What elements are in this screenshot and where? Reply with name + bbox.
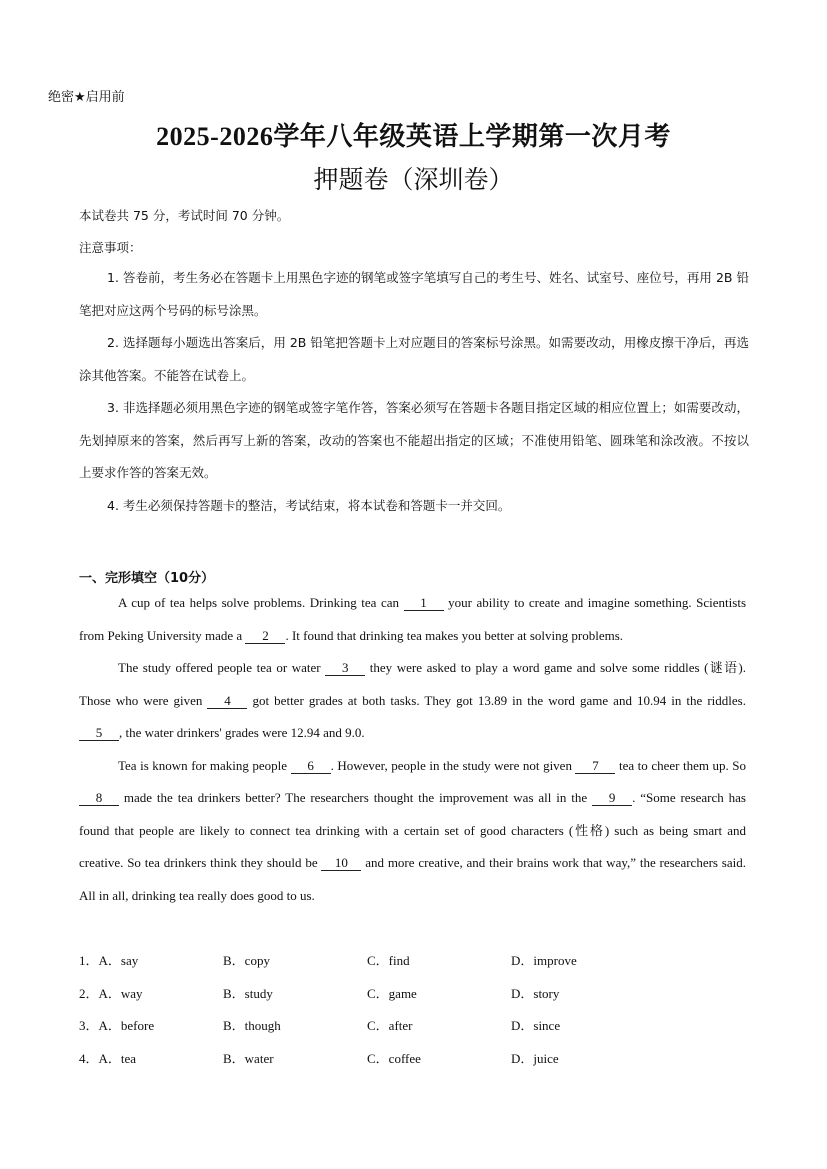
note-item: 2. 选择题每小题选出答案后，用 2B 铅笔把答题卡上对应题目的答案标号涂黑。如需要改动，用橡皮擦干净后，再选涂其他答案。不能答在试卷上。: [79, 335, 749, 383]
option-item: [79, 1043, 223, 1076]
answer-blank: 2: [245, 629, 285, 644]
option-item: [79, 945, 223, 978]
passage-text: . It found that drinking tea makes you better at solving problems.: [285, 627, 624, 643]
passage-text: Tea is known for making people: [118, 757, 291, 773]
option-label: A．say: [98, 953, 139, 968]
answer-blank: 1: [404, 596, 444, 611]
answer-blank: 10: [321, 856, 361, 871]
option-label: A．before: [98, 1018, 155, 1033]
answer-blank: 6: [291, 759, 331, 774]
answer-blank: 4: [207, 694, 247, 709]
option-item: [367, 945, 511, 978]
option-label: B．study: [223, 985, 273, 1001]
answer-blank: 7: [575, 759, 615, 774]
option-label: D．improve: [511, 953, 577, 968]
passage-paragraph: [79, 750, 746, 913]
passage-text: . However, people in the study were not given: [330, 757, 576, 773]
passage-text: your ability to create and imagine something. Scientists from Peking University made a: [79, 595, 746, 643]
option-item: [511, 1010, 655, 1043]
option-label: C．game: [367, 985, 417, 1001]
section-heading: 一、完形填空（10分）: [79, 571, 215, 586]
question-number: 1．: [79, 953, 99, 968]
exam-title: 2025-2026学年八年级英语上学期第一次月考: [156, 122, 671, 151]
option-label: D．since: [511, 1018, 561, 1033]
passage-text: tea to cheer them up. So: [615, 757, 746, 773]
option-item: [367, 978, 511, 1011]
option-label: C．coffee: [367, 1050, 421, 1066]
option-item: [367, 1043, 511, 1076]
passage-text: made the tea drinkers better? The researchers thought the improvement was all in the: [119, 790, 593, 805]
question-number: 4．: [79, 1050, 99, 1066]
option-item: [511, 945, 655, 978]
confidential-label: 绝密★启用前: [48, 90, 125, 105]
option-item: [223, 1010, 367, 1043]
option-item: [223, 945, 367, 978]
passage-text: A cup of tea helps solve problems. Drinking tea can: [118, 595, 404, 610]
exam-subtitle: 押题卷（深圳卷）: [313, 167, 514, 194]
question-row: [79, 978, 655, 1011]
option-item: [223, 978, 367, 1011]
passage-text: The study offered people tea or water: [118, 660, 326, 675]
answer-blank: 9: [592, 791, 632, 806]
option-item: [79, 1010, 223, 1043]
option-item: [511, 978, 655, 1011]
question-row: [79, 1043, 655, 1076]
passage-text: . “Some research has found that people are likely to connect tea drinking with a certain set of good characters (性格) such as being smart and creative. So tea drinkers think they should be: [79, 790, 746, 870]
answer-blank: 5: [79, 726, 119, 741]
option-item: [79, 978, 223, 1011]
option-label: B．copy: [223, 953, 270, 968]
exam-info: 本试卷共 75 分，考试时间 70 分钟。: [79, 208, 290, 223]
passage-text: got better grades at both tasks. They got 13.89 in the word game and 10.94 in the riddles.: [247, 692, 746, 708]
option-label: A．way: [98, 985, 143, 1001]
answer-blank: 8: [79, 791, 119, 806]
passage-text: and more creative, and their brains work that way,” the researchers said. All in all, drinking tea really does good to us.: [79, 855, 746, 903]
option-item: [223, 1043, 367, 1076]
option-label: B．though: [223, 1018, 281, 1033]
cloze-passage: [79, 587, 746, 912]
question-number: 2．: [79, 985, 99, 1001]
passage-paragraph: [79, 587, 746, 652]
notes-heading: 注意事项：: [79, 240, 142, 255]
option-label: B．water: [223, 1050, 274, 1066]
option-label: A．tea: [98, 1050, 137, 1066]
passage-text: , the water drinkers' grades were 12.94 and 9.0.: [119, 725, 365, 740]
passage-paragraph: [79, 652, 746, 750]
note-item: 4. 考生必须保持答题卡的整洁，考试结束，将本试卷和答题卡一并交回。: [107, 497, 511, 513]
option-label: C．after: [367, 1018, 413, 1033]
option-label: D．juice: [511, 1050, 559, 1066]
question-row: [79, 1010, 655, 1043]
note-item: 1. 答卷前，考生务必在答题卡上用黑色字迹的钢笔或签字笔填写自己的考生号、姓名、试室号、座位号，再用 2B 铅笔把对应这两个号码的标号涂黑。: [79, 270, 749, 318]
question-row: [79, 945, 655, 978]
option-item: [367, 1010, 511, 1043]
option-label: D．story: [511, 985, 560, 1001]
question-number: 3．: [79, 1018, 99, 1033]
note-item: 3. 非选择题必须用黑色字迹的钢笔或签字笔作答，答案必须写在答题卡各题目指定区域的相应位置上；如需要改动，先划掉原来的答案，然后再写上新的答案，改动的答案也不能超出指定的区域；不准使用铅笔、圆珠笔和涂改液。不按以上要求作答的答案无效。: [79, 400, 749, 480]
question-options: [79, 945, 655, 1075]
option-label: C．find: [367, 953, 410, 968]
passage-text: they were asked to play a word game and solve some riddles (谜语). Those who were given: [79, 660, 746, 708]
option-item: [511, 1043, 655, 1076]
notes-list: [79, 262, 749, 522]
answer-blank: 3: [325, 661, 365, 676]
